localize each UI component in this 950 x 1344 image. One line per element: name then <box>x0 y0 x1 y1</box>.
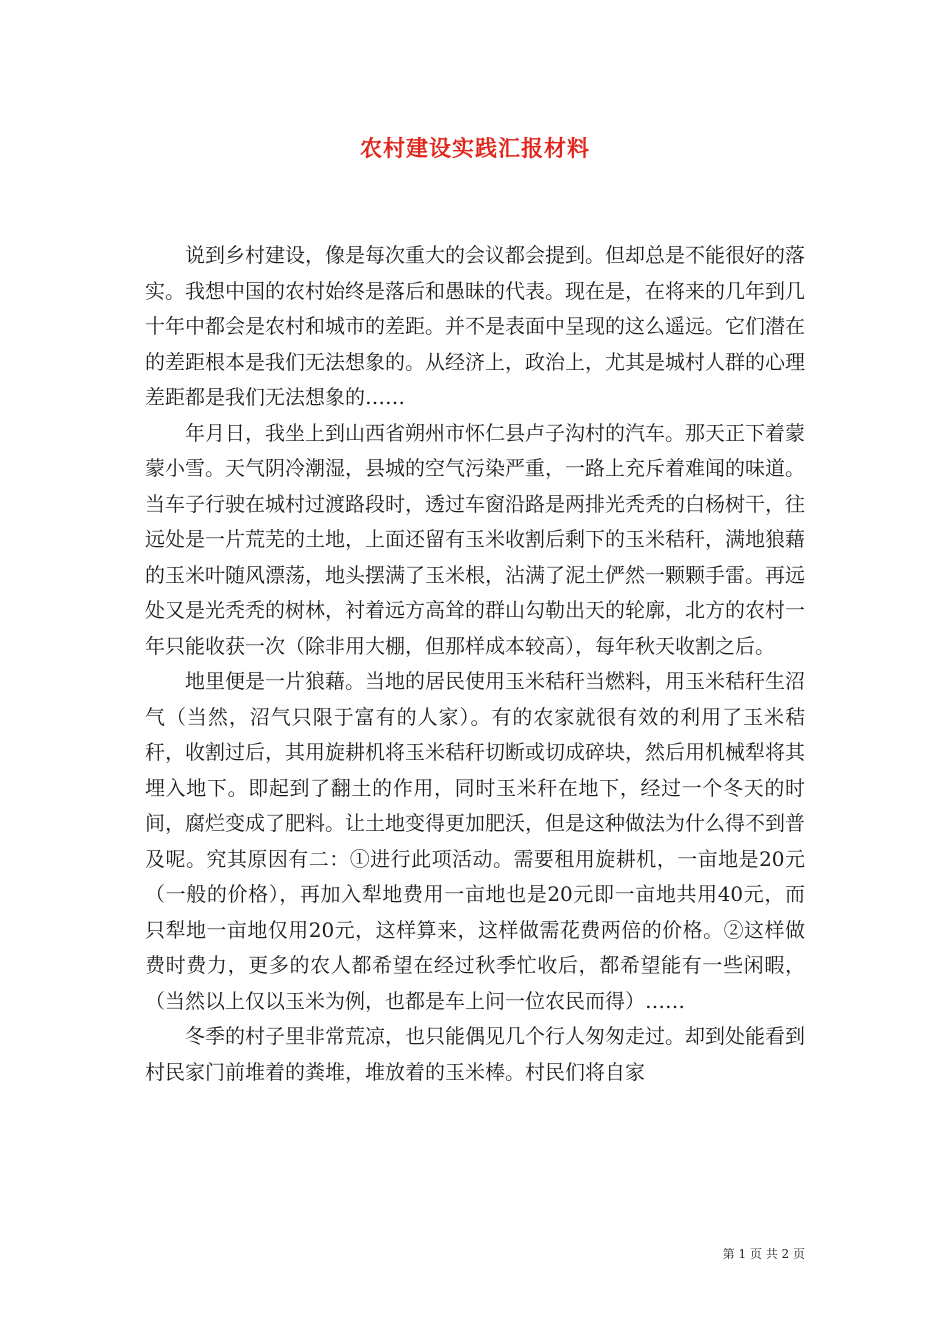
paragraph: 地里便是一片狼藉。当地的居民使用玉米秸秆当燃料，用玉米秸秆生沼气（当然，沼气只限于富有的人家）。有的农家就很有效的利用了玉米秸秆，收割过后，其用旋耕机将玉米秸秆切断或切成碎块，然后用机械犁将其埋入地下。即起到了翻土的作用，同时玉米秆在地下，经过一个冬天的时间，腐烂变成了肥料。让土地变得更加肥沃，但是这种做法为什么得不到普及呢。究其原因有二：①进行此项活动。需要租用旋耕机，一亩地是20元（一般的价格），再加入犁地费用一亩地也是20元即一亩地共用40元，而只犁地一亩地仅用20元，这样算来，这样做需花费两倍的价格。②这样做费时费力，更多的农人都希望在经过秋季忙收后，都希望能有一些闲暇，（当然以上仅以玉米为例，也都是车上问一位农民而得）…… <box>145 669 805 1013</box>
paragraph: 说到乡村建设，像是每次重大的会议都会提到。但却总是不能很好的落实。我想中国的农村始终是落后和愚昧的代表。现在是，在将来的几年到几十年中都会是农村和城市的差距。并不是表面中呈现的这么遥远。它们潜在的差距根本是我们无法想象的。从经济上，政治上，尤其是城村人群的心理差距都是我们无法想象的…… <box>145 243 805 409</box>
paragraph: 冬季的村子里非常荒凉，也只能偶见几个行人匆匆走过。却到处能看到村民家门前堆着的粪堆，堆放着的玉米棒。村民们将自家 <box>145 1024 805 1084</box>
page-title: 农村建设实践汇报材料 <box>359 136 590 162</box>
paragraph: 年月日，我坐上到山西省朔州市怀仁县卢子沟村的汽车。那天正下着蒙蒙小雪。天气阴冷潮湿，县城的空气污染严重，一路上充斥着难闻的味道。当车子行驶在城村过渡路段时，透过车窗沿路是两排光秃秃的白杨树干，往远处是一片荒芜的土地，上面还留有玉米收割后剩下的玉米秸秆，满地狼藉的玉米叶随风漂荡，地头摆满了玉米根，沾满了泥土俨然一颗颗手雷。再远处又是光秃秃的树林，衬着远方高耸的群山勾勒出天的轮廓，北方的农村一年只能收获一次（除非用大棚，但那样成本较高），每年秋天收割之后。 <box>145 420 805 658</box>
document-body <box>145 238 805 1090</box>
page-number-footer: 第 1 页 共 2 页 <box>722 1247 805 1261</box>
